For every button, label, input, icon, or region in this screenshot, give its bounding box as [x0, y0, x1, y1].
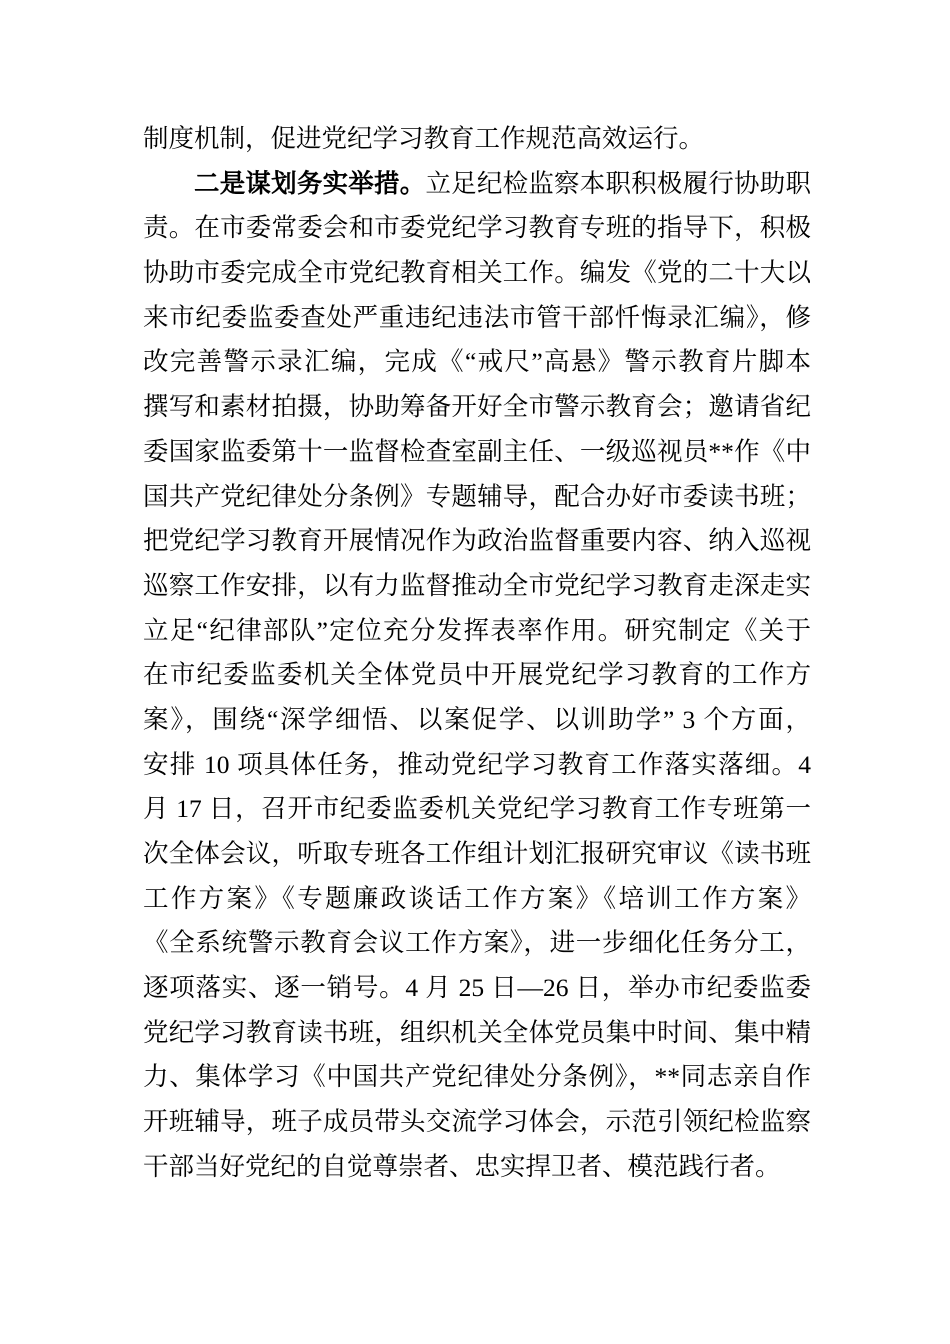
text-line [143, 340, 811, 385]
text-line [143, 921, 811, 966]
text-run: 次全体会议，听取专班各工作组计划汇报研究审议《读书班 [143, 839, 811, 868]
text-line [143, 296, 811, 341]
text-run: 在市纪委监委机关全体党员中开展党纪学习教育的工作方 [143, 660, 811, 690]
text-run: 《全系统警示教育会议工作方案》，进一步细化任务分工， [143, 928, 811, 958]
text-line [143, 564, 811, 609]
text-run: 协助市委完成全市党纪教育相关工作。编发《党的二十大以 [143, 258, 811, 288]
paragraph [143, 117, 811, 162]
text-run: 开班辅导，班子成员带头交流学习体会，示范引领纪检监察 [143, 1107, 811, 1137]
text-run: 立足“纪律部队”定位充分发挥表率作用。研究制定《关于 [143, 615, 811, 645]
text-line [143, 966, 811, 1011]
text-line [143, 117, 811, 162]
text-line [143, 519, 811, 564]
text-line [143, 385, 811, 430]
text-line [143, 1011, 811, 1056]
text-run: 责。在市委常委会和市委党纪学习教育专班的指导下，积极 [143, 213, 811, 243]
text-line [143, 743, 811, 788]
text-run: 逐项落实、逐一销号。4 月 25 日—26 日，举办市纪委监委 [143, 973, 811, 1003]
text-line [143, 206, 811, 251]
text-run: 安排 10 项具体任务，推动党纪学习教育工作落实落细。4 [143, 749, 811, 779]
text-run: 案》，围绕“深学细悟、以案促学、以训助学” 3 个方面， [143, 704, 811, 734]
text-run: 来市纪委监委查处严重违纪违法市管干部忏悔录汇编》，修 [143, 302, 811, 332]
text-run: 巡察工作安排，以有力监督推动全市党纪学习教育走深走实 [143, 570, 811, 600]
text-line [143, 251, 811, 296]
bold-heading-run: 二是谋划务实举措。 [194, 169, 426, 198]
text-run: 立足纪检监察本职积极履行协助职 [425, 168, 811, 198]
text-line [143, 832, 811, 877]
text-run: 月 17 日，召开市纪委监委机关党纪学习教育工作专班第一 [143, 794, 811, 824]
text-line [143, 609, 811, 654]
text-line [143, 1055, 811, 1100]
text-line [143, 787, 811, 832]
text-run: 委国家监委第十一监督检查室副主任、一级巡视员**作《中 [143, 436, 811, 466]
text-line [143, 653, 811, 698]
text-run: 改完善警示录汇编，完成《“戒尺”高悬》警示教育片脚本 [143, 347, 811, 377]
text-line [143, 1100, 811, 1145]
text-line [143, 475, 811, 520]
text-run: 制度机制，促进党纪学习教育工作规范高效运行。 [143, 124, 705, 153]
text-run: 力、集体学习《中国共产党纪律处分条例》，**同志亲自作 [143, 1062, 811, 1092]
text-line [143, 877, 811, 922]
paragraph [143, 162, 811, 1190]
text-line [143, 1145, 811, 1190]
text-run: 国共产党纪律处分条例》专题辅导，配合办好市委读书班； [143, 481, 811, 511]
text-run: 撰写和素材拍摄，协助筹备开好全市警示教育会；邀请省纪 [143, 392, 811, 422]
text-line [143, 430, 811, 475]
text-run: 干部当好党纪的自觉尊崇者、忠实捍卫者、模范践行者。 [143, 1151, 781, 1181]
text-run: 工作方案》《专题廉政谈话工作方案》《培训工作方案》 [143, 883, 811, 913]
document-body [143, 117, 811, 1190]
text-run: 把党纪学习教育开展情况作为政治监督重要内容、纳入巡视 [143, 526, 811, 556]
text-line [143, 698, 811, 743]
text-line [143, 162, 811, 207]
text-run: 党纪学习教育读书班，组织机关全体党员集中时间、集中精 [143, 1017, 811, 1047]
